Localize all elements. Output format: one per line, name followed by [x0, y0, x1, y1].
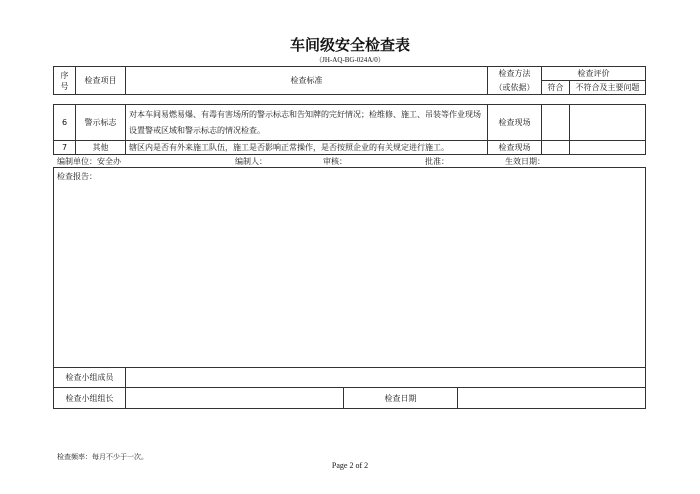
table-row [54, 141, 646, 155]
review-label: 审核： [323, 157, 347, 166]
row-method: 检查现场 [488, 105, 542, 141]
row-fail-cell[interactable] [570, 141, 646, 155]
document-code: （JH-AQ-BG-024A/0） [315, 56, 385, 64]
header-method-basis: （或依据） [488, 81, 542, 95]
date-label: 检查日期 [344, 388, 458, 409]
effective-date-label: 生效日期： [505, 157, 545, 166]
page-number: Page 2 of 2 [331, 461, 369, 470]
header-table [53, 66, 646, 95]
row-standard: 辖区内是否有外来施工队伍，施工是否影响正常操作，是否按照企业的有关规定进行施工。 [126, 141, 488, 155]
header-fail: 不符合及主要问题 [570, 81, 646, 95]
header-pass: 符合 [542, 81, 570, 95]
leader-field[interactable] [126, 388, 344, 409]
items-table [53, 104, 646, 155]
row-pass-cell[interactable] [542, 105, 570, 141]
report-label: 检查报告： [57, 172, 97, 181]
row-item: 其他 [76, 141, 126, 155]
header-standard: 检查标准 [126, 67, 488, 95]
signature-line [53, 155, 645, 166]
row-seq: 6 [54, 105, 76, 141]
report-area[interactable] [54, 168, 646, 368]
leader-label: 检查小组组长 [54, 388, 126, 409]
header-eval: 检查评价 [542, 67, 646, 81]
row-seq: 7 [54, 141, 76, 155]
author-label: 编制人： [235, 157, 267, 166]
row-pass-cell[interactable] [542, 141, 570, 155]
frequency-note: 检查频率：每月不少于一次。 [57, 453, 148, 461]
date-field[interactable] [458, 388, 646, 409]
header-item: 检查项目 [76, 67, 126, 95]
header-seq: 序号 [54, 67, 76, 95]
row-fail-cell[interactable] [570, 105, 646, 141]
row-method: 检查现场 [488, 141, 542, 155]
row-standard: 对本车间易燃易爆、有毒有害场所的警示标志和告知牌的完好情况；检维修、施工、吊装等作业现场设置警戒区域和警示标志的情况检查。 [126, 105, 488, 141]
members-field[interactable] [126, 368, 646, 388]
table-row [54, 105, 646, 141]
approve-label: 批准： [425, 157, 449, 166]
row-item: 警示标志 [76, 105, 126, 141]
unit-label: 编制单位：安全办 [57, 157, 121, 166]
document-title: 车间级安全检查表 [289, 36, 410, 54]
report-table [53, 167, 646, 409]
members-label: 检查小组成员 [54, 368, 126, 388]
header-method: 检查方法 [488, 67, 542, 81]
